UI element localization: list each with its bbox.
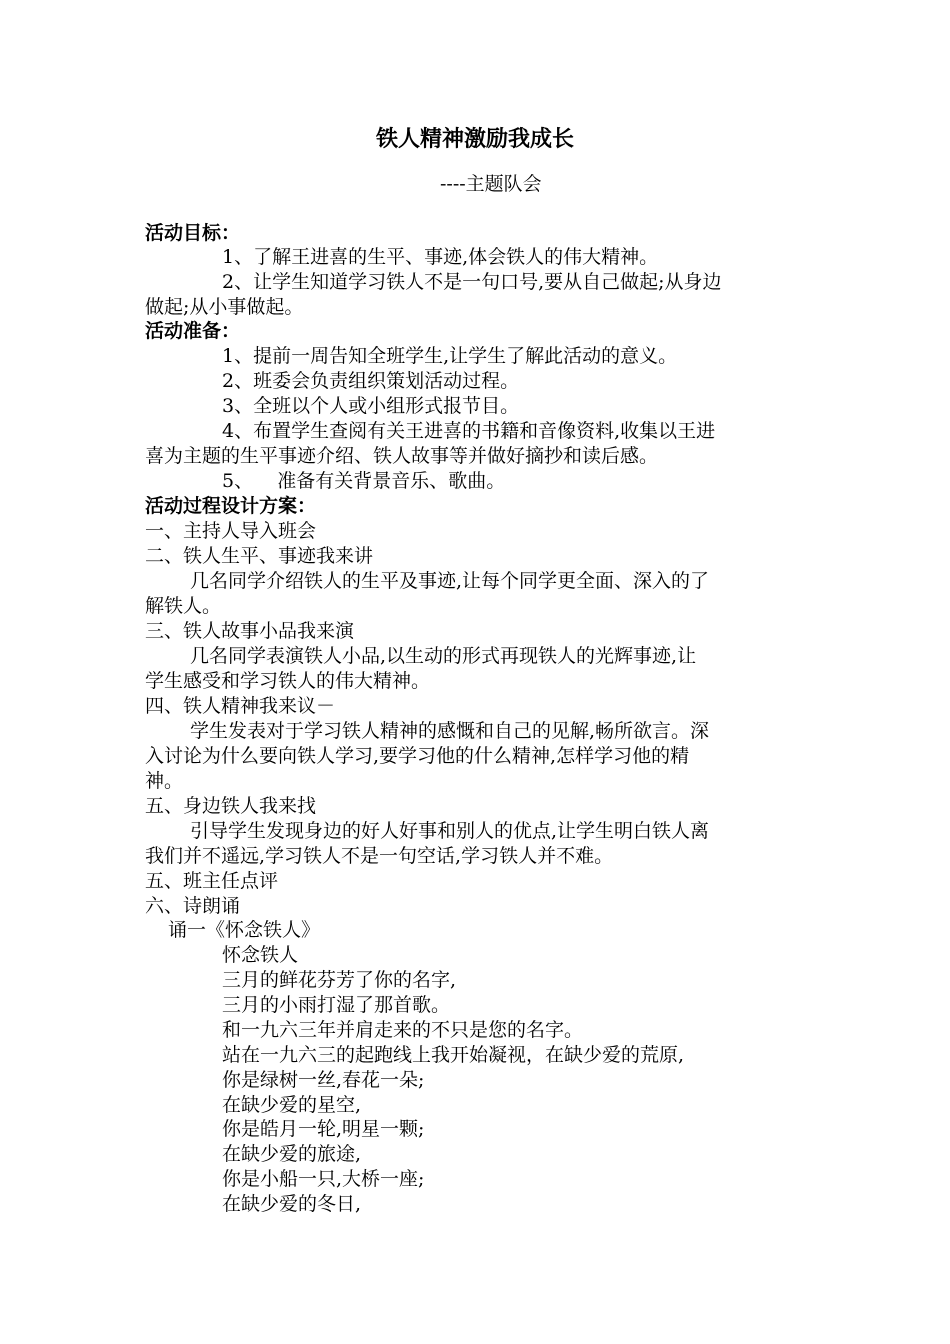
section-4-text-cont-1: 入讨论为什么要向铁人学习,要学习他的什么精神,怎样学习他的精 [145, 745, 690, 767]
section-3: 三、铁人故事小品我来演 [145, 620, 355, 642]
poem-line: 在缺少爱的冬日, [222, 1193, 362, 1215]
section-5: 五、身边铁人我来找 [145, 795, 317, 817]
page-title: 铁人精神激励我成长 [375, 126, 574, 152]
prep-item-1: 1、提前一周告知全班学生,让学生了解此活动的意义。 [222, 345, 678, 367]
section-6: 五、班主任点评 [145, 870, 279, 892]
section-4-text-cont-2: 神。 [145, 770, 184, 792]
prep-item-3: 3、全班以个人或小组形式报节目。 [222, 395, 520, 417]
section-2: 二、铁人生平、事迹我来讲 [145, 545, 374, 567]
goal-item-2-cont: 做起;从小事做起。 [145, 296, 304, 318]
prep-heading: 活动准备： [145, 320, 241, 342]
prep-item-4-cont: 喜为主题的生平事迹介绍、铁人故事等并做好摘抄和读后感。 [145, 445, 659, 467]
page-subtitle: ----主题队会 [440, 173, 542, 195]
poem-line: 你是皓月一轮,明星一颗; [222, 1118, 425, 1140]
poem-line: 你是绿树一丝,春花一朵; [222, 1069, 425, 1091]
goal-item-2: 2、让学生知道学习铁人不是一句口号,要从自己做起;从身边 [222, 271, 722, 293]
section-2-text-cont: 解铁人。 [145, 595, 222, 617]
goal-heading: 活动目标： [145, 222, 241, 244]
prep-item-2: 2、班委会负责组织策划活动过程。 [222, 370, 520, 392]
section-5-text: 引导学生发现身边的好人好事和别人的优点,让学生明白铁人离 [190, 820, 710, 842]
poem-line: 和一九六三年并肩走来的不只是您的名字。 [222, 1019, 584, 1041]
section-4-text: 学生发表对于学习铁人精神的感慨和自己的见解,畅所欲言。深 [190, 720, 710, 742]
goal-item-1: 1、了解王进喜的生平、事迹,体会铁人的伟大精神。 [222, 246, 659, 268]
poem-line: 三月的小雨打湿了那首歌。 [222, 994, 451, 1016]
poem-line: 你是小船一只,大桥一座; [222, 1168, 425, 1190]
poem-line: 在缺少爱的旅途, [222, 1143, 362, 1165]
prep-item-5: 5、 准备有关背景音乐、歌曲。 [222, 470, 506, 492]
poem-line: 三月的鲜花芬芳了你的名字, [222, 969, 457, 991]
section-3-text-cont: 学生感受和学习铁人的伟大精神。 [145, 670, 431, 692]
poem-title: 怀念铁人 [222, 944, 299, 966]
process-heading: 活动过程设计方案： [145, 495, 317, 517]
prep-item-4: 4、布置学生查阅有关王进喜的书籍和音像资料,收集以王进 [222, 420, 716, 442]
poem-line: 在缺少爱的星空, [222, 1094, 362, 1116]
section-2-text: 几名同学介绍铁人的生平及事迹,让每个同学更全面、深入的了 [190, 570, 710, 592]
section-4: 四、铁人精神我来议－ [145, 695, 336, 717]
poem-recital-label: 诵一《怀念铁人》 [168, 919, 321, 941]
section-3-text: 几名同学表演铁人小品,以生动的形式再现铁人的光辉事迹,让 [190, 645, 697, 667]
section-7: 六、诗朗诵 [145, 895, 241, 917]
section-5-text-cont: 我们并不遥远,学习铁人不是一句空话,学习铁人并不难。 [145, 845, 614, 867]
poem-line: 站在一九六三的起跑线上我开始凝视，在缺少爱的荒原, [222, 1044, 685, 1066]
section-1: 一、主持人导入班会 [145, 520, 317, 542]
